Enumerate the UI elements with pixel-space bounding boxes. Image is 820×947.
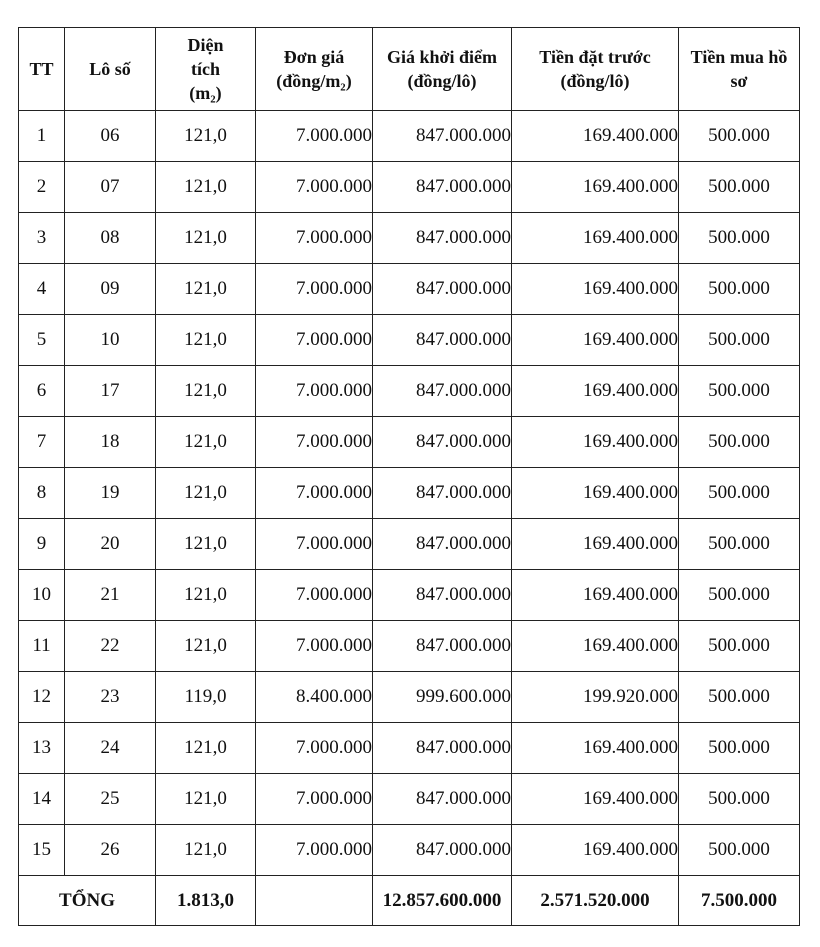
cell-unit-price: 7.000.000 — [256, 825, 373, 876]
table-row — [19, 366, 800, 417]
cell-dossier-fee: 500.000 — [679, 111, 800, 162]
header-line: tích — [191, 59, 220, 79]
header-lot — [65, 28, 156, 111]
cell-area: 119,0 — [156, 672, 256, 723]
table-row — [19, 723, 800, 774]
cell-dossier-fee: 500.000 — [679, 213, 800, 264]
cell-tt: 3 — [19, 213, 65, 264]
cell-area: 121,0 — [156, 468, 256, 519]
table-row — [19, 519, 800, 570]
cell-area: 121,0 — [156, 519, 256, 570]
cell-area: 121,0 — [156, 366, 256, 417]
cell-deposit: 169.400.000 — [512, 315, 679, 366]
table-row — [19, 417, 800, 468]
cell-unit-price: 7.000.000 — [256, 621, 373, 672]
total-start-price: 12.857.600.000 — [373, 876, 512, 926]
cell-start-price: 847.000.000 — [373, 111, 512, 162]
cell-deposit: 169.400.000 — [512, 264, 679, 315]
table-row — [19, 468, 800, 519]
cell-dossier-fee: 500.000 — [679, 315, 800, 366]
cell-lot: 17 — [65, 366, 156, 417]
cell-area: 121,0 — [156, 111, 256, 162]
header-dossier-fee — [679, 28, 800, 111]
cell-lot: 24 — [65, 723, 156, 774]
cell-lot: 23 — [65, 672, 156, 723]
cell-deposit: 169.400.000 — [512, 621, 679, 672]
cell-dossier-fee: 500.000 — [679, 723, 800, 774]
header-line: Giá khởi điểm — [387, 47, 497, 67]
cell-unit-price: 7.000.000 — [256, 264, 373, 315]
cell-dossier-fee: 500.000 — [679, 621, 800, 672]
cell-start-price: 847.000.000 — [373, 366, 512, 417]
table-row — [19, 672, 800, 723]
table-row — [19, 162, 800, 213]
cell-tt: 1 — [19, 111, 65, 162]
header-tt — [19, 28, 65, 111]
cell-unit-price: 7.000.000 — [256, 774, 373, 825]
cell-deposit: 169.400.000 — [512, 213, 679, 264]
cell-tt: 4 — [19, 264, 65, 315]
cell-tt: 14 — [19, 774, 65, 825]
cell-deposit: 169.400.000 — [512, 825, 679, 876]
header-line: Tiền mua hồ — [690, 47, 788, 67]
cell-tt: 11 — [19, 621, 65, 672]
table-row — [19, 111, 800, 162]
cell-lot: 20 — [65, 519, 156, 570]
cell-lot: 22 — [65, 621, 156, 672]
header-unit-price — [256, 28, 373, 111]
table-row — [19, 315, 800, 366]
cell-tt: 5 — [19, 315, 65, 366]
cell-area: 121,0 — [156, 264, 256, 315]
cell-area: 121,0 — [156, 621, 256, 672]
table-row — [19, 213, 800, 264]
cell-tt: 15 — [19, 825, 65, 876]
cell-tt: 13 — [19, 723, 65, 774]
cell-lot: 09 — [65, 264, 156, 315]
header-line: (đồng/m₂) — [276, 71, 352, 91]
cell-lot: 19 — [65, 468, 156, 519]
cell-deposit: 199.920.000 — [512, 672, 679, 723]
header-line: Diện — [187, 35, 224, 55]
table-row — [19, 774, 800, 825]
header-line: sơ — [730, 71, 748, 91]
cell-dossier-fee: 500.000 — [679, 825, 800, 876]
cell-tt: 8 — [19, 468, 65, 519]
cell-unit-price: 7.000.000 — [256, 570, 373, 621]
table-row — [19, 264, 800, 315]
cell-area: 121,0 — [156, 417, 256, 468]
cell-deposit: 169.400.000 — [512, 723, 679, 774]
cell-unit-price: 7.000.000 — [256, 723, 373, 774]
cell-start-price: 847.000.000 — [373, 264, 512, 315]
cell-deposit: 169.400.000 — [512, 366, 679, 417]
cell-lot: 18 — [65, 417, 156, 468]
cell-lot: 07 — [65, 162, 156, 213]
cell-unit-price: 7.000.000 — [256, 366, 373, 417]
total-unit-price — [256, 876, 373, 926]
cell-area: 121,0 — [156, 825, 256, 876]
header-line: Đơn giá — [283, 47, 345, 67]
cell-start-price: 847.000.000 — [373, 621, 512, 672]
cell-tt: 2 — [19, 162, 65, 213]
header-line: (m₂) — [189, 83, 222, 103]
header-line: TT — [29, 59, 54, 79]
header-line: (đồng/lô) — [407, 71, 477, 91]
header-area — [156, 28, 256, 111]
table-row — [19, 621, 800, 672]
header-deposit — [512, 28, 679, 111]
cell-dossier-fee: 500.000 — [679, 162, 800, 213]
cell-start-price: 999.600.000 — [373, 672, 512, 723]
cell-start-price: 847.000.000 — [373, 519, 512, 570]
cell-deposit: 169.400.000 — [512, 468, 679, 519]
header-line: (đồng/lô) — [560, 71, 630, 91]
cell-unit-price: 8.400.000 — [256, 672, 373, 723]
cell-dossier-fee: 500.000 — [679, 468, 800, 519]
cell-start-price: 847.000.000 — [373, 723, 512, 774]
cell-deposit: 169.400.000 — [512, 570, 679, 621]
cell-lot: 26 — [65, 825, 156, 876]
header-line: Tiền đặt trước — [539, 47, 651, 67]
header-line: Lô số — [89, 59, 131, 79]
cell-area: 121,0 — [156, 570, 256, 621]
total-label: TỔNG — [19, 876, 156, 926]
total-deposit: 2.571.520.000 — [512, 876, 679, 926]
cell-unit-price: 7.000.000 — [256, 315, 373, 366]
table-body — [19, 111, 800, 876]
cell-deposit: 169.400.000 — [512, 111, 679, 162]
cell-deposit: 169.400.000 — [512, 519, 679, 570]
cell-unit-price: 7.000.000 — [256, 162, 373, 213]
cell-area: 121,0 — [156, 774, 256, 825]
cell-dossier-fee: 500.000 — [679, 570, 800, 621]
auction-lot-table — [18, 27, 800, 926]
cell-area: 121,0 — [156, 213, 256, 264]
cell-area: 121,0 — [156, 162, 256, 213]
cell-dossier-fee: 500.000 — [679, 264, 800, 315]
total-row — [19, 876, 800, 926]
cell-start-price: 847.000.000 — [373, 315, 512, 366]
cell-start-price: 847.000.000 — [373, 570, 512, 621]
cell-start-price: 847.000.000 — [373, 774, 512, 825]
cell-unit-price: 7.000.000 — [256, 111, 373, 162]
header-start-price — [373, 28, 512, 111]
cell-unit-price: 7.000.000 — [256, 213, 373, 264]
cell-tt: 12 — [19, 672, 65, 723]
cell-deposit: 169.400.000 — [512, 774, 679, 825]
cell-deposit: 169.400.000 — [512, 162, 679, 213]
cell-tt: 7 — [19, 417, 65, 468]
cell-area: 121,0 — [156, 723, 256, 774]
cell-start-price: 847.000.000 — [373, 162, 512, 213]
cell-unit-price: 7.000.000 — [256, 519, 373, 570]
cell-dossier-fee: 500.000 — [679, 774, 800, 825]
header-row — [19, 28, 800, 111]
cell-start-price: 847.000.000 — [373, 213, 512, 264]
total-dossier-fee: 7.500.000 — [679, 876, 800, 926]
total-area: 1.813,0 — [156, 876, 256, 926]
cell-start-price: 847.000.000 — [373, 825, 512, 876]
cell-start-price: 847.000.000 — [373, 468, 512, 519]
cell-unit-price: 7.000.000 — [256, 417, 373, 468]
cell-dossier-fee: 500.000 — [679, 366, 800, 417]
cell-start-price: 847.000.000 — [373, 417, 512, 468]
cell-dossier-fee: 500.000 — [679, 672, 800, 723]
cell-lot: 06 — [65, 111, 156, 162]
cell-tt: 9 — [19, 519, 65, 570]
cell-dossier-fee: 500.000 — [679, 417, 800, 468]
table-row — [19, 825, 800, 876]
cell-lot: 10 — [65, 315, 156, 366]
table-row — [19, 570, 800, 621]
cell-tt: 6 — [19, 366, 65, 417]
cell-lot: 21 — [65, 570, 156, 621]
cell-lot: 08 — [65, 213, 156, 264]
cell-lot: 25 — [65, 774, 156, 825]
cell-tt: 10 — [19, 570, 65, 621]
cell-unit-price: 7.000.000 — [256, 468, 373, 519]
cell-deposit: 169.400.000 — [512, 417, 679, 468]
cell-dossier-fee: 500.000 — [679, 519, 800, 570]
cell-area: 121,0 — [156, 315, 256, 366]
